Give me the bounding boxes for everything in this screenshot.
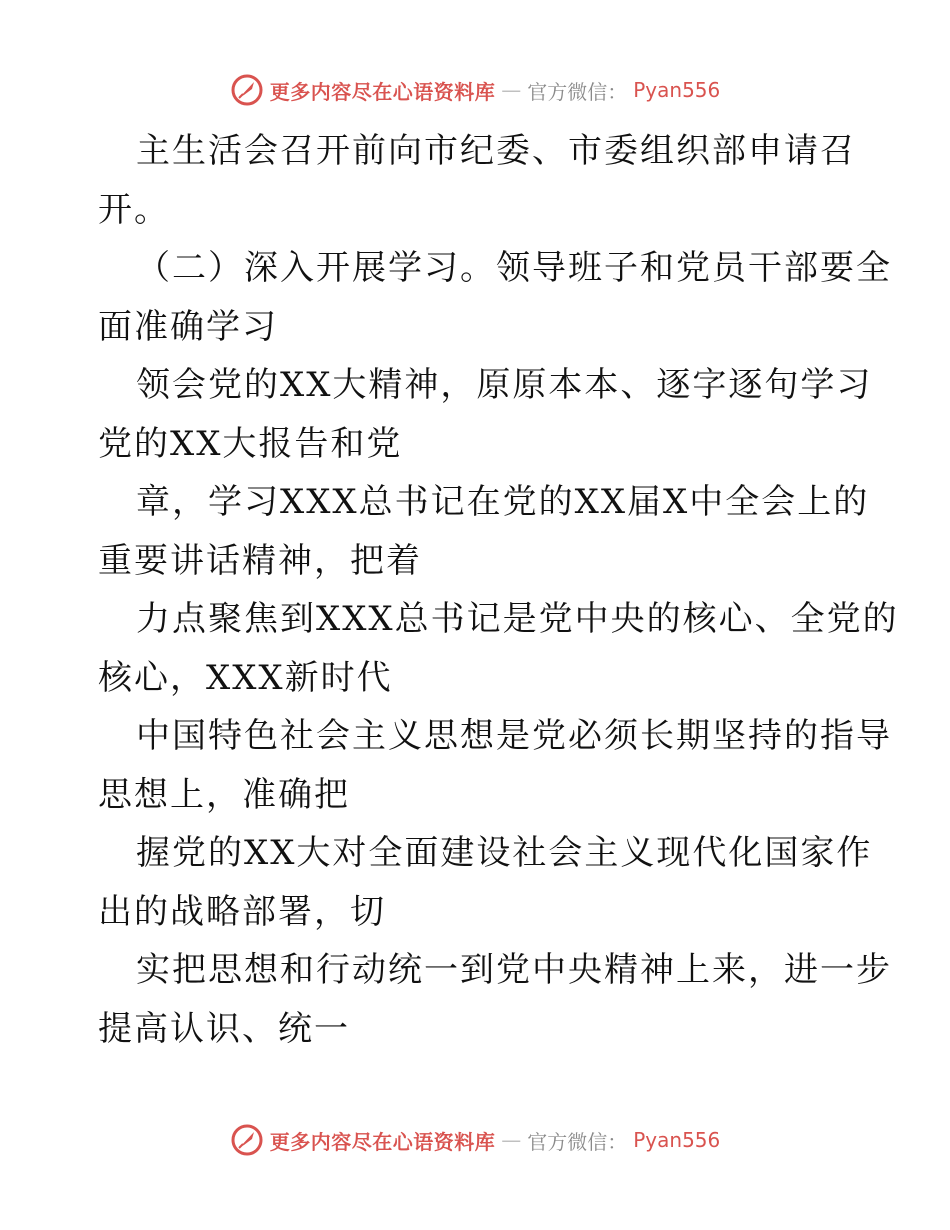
- text-line: 党的XX大报告和党: [98, 423, 403, 464]
- text-line: 领会党的XX大精神，原原本本、逐字逐句学习: [136, 365, 873, 405]
- watermark-brand: 更多内容尽在心语资料库: [269, 1129, 496, 1154]
- text-line: 思想上，准确把: [98, 774, 350, 815]
- text-line: 开。: [98, 189, 170, 230]
- text-line: 章，学习XXX总书记在党的XX届X中全会上的: [136, 482, 870, 522]
- text-line: （二）深入开展学习。领导班子和党员干部要全: [136, 248, 892, 288]
- text-line: 重要讲话精神，把着: [98, 540, 422, 581]
- text-line: 实把思想和行动统一到党中央精神上来，进一步: [136, 950, 892, 990]
- watermark-separator: —: [501, 1128, 522, 1152]
- text-line: 面准确学习: [98, 306, 278, 347]
- text-line: 握党的XX大对全面建设社会主义现代化国家作: [136, 833, 873, 873]
- footer-watermark: [0, 1120, 950, 1160]
- watermark-brand: 更多内容尽在心语资料库: [269, 79, 496, 104]
- feather-pen-logo-icon: [230, 1123, 264, 1157]
- text-line: 中国特色社会主义思想是党必须长期坚持的指导: [136, 716, 892, 756]
- watermark-official-label: 官方微信：: [527, 1129, 628, 1154]
- text-line: 主生活会召开前向市纪委、市委组织部申请召: [136, 131, 856, 171]
- feather-pen-logo-icon: [230, 73, 264, 107]
- text-line: 核心，XXX新时代: [98, 657, 393, 698]
- watermark-separator: —: [501, 78, 522, 102]
- text-line: 提高认识、统一: [98, 1008, 350, 1049]
- header-watermark: [0, 70, 950, 110]
- watermark-wechat-id: Pyan556: [633, 1128, 721, 1152]
- watermark-official-label: 官方微信：: [527, 79, 628, 104]
- text-line: 出的战略部署，切: [98, 891, 386, 932]
- text-line: 力点聚焦到XXX总书记是党中央的核心、全党的: [136, 599, 899, 639]
- watermark-wechat-id: Pyan556: [633, 78, 721, 102]
- document-body: [98, 122, 899, 1058]
